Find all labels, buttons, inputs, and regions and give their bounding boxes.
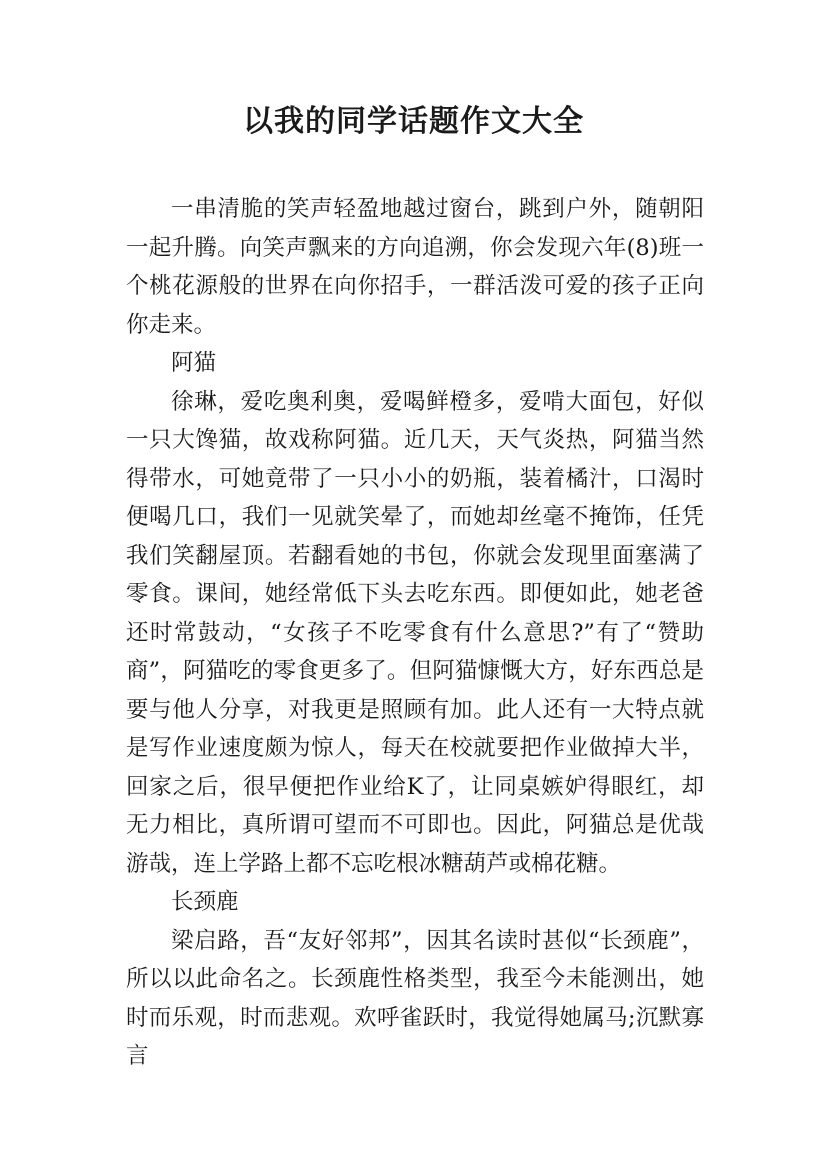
section-heading-a-mao: 阿猫 <box>171 350 217 376</box>
section-heading-chang-jing-lu: 长颈鹿 <box>171 889 239 915</box>
document-title: 以我的同学话题作文大全 <box>243 104 584 139</box>
intro-paragraph: 一串清脆的笑声轻盈地越过窗台，跳到户外，随朝阳一起升腾。向笑声飘来的方向追溯，你会发现六年(8)班一个桃花源般的世界在向你招手，一群活泼可爱的孩子正向你走来。 <box>126 196 704 338</box>
a-mao-paragraph: 徐琳，爱吃奥利奥，爱喝鲜橙多，爱啃大面包，好似一只大馋猫，故戏称阿猫。近几天，天气炎热，阿猫当然得带水，可她竟带了一只小小的奶瓶，装着橘汁，口渴时便喝几口，我们一见就笑晕了，而她却丝毫不掩饰，任凭我们笑翻屋顶。若翻看她的书包，你就会发现里面塞满了零食。课间，她经常低下头去吃东西。即便如此，她老爸还时常鼓动，“女孩子不吃零食有什么意思?”有了“赞助商”，阿猫吃的零食更多了。但阿猫慷慨大方，好东西总是要与他人分享，对我更是照顾有加。此人还有一大特点就是写作业速度颇为惊人，每天在校就要把作业做掉大半，回家之后，很早便把作业给K了，让同桌嫉妒得眼红，却无力相比，真所谓可望而不可即也。因此，阿猫总是优哉游哉，连上学路上都不忘吃根冰糖葫芦或棉花糖。 <box>126 388 704 877</box>
document-body <box>126 190 704 1076</box>
chang-jing-lu-paragraph: 梁启路，吾“友好邻邦”，因其名读时甚似“长颈鹿”，所以以此命名之。长颈鹿性格类型，我至今未能测出，她时而乐观，时而悲观。欢呼雀跃时，我觉得她属马;沉默寡言 <box>126 927 704 1069</box>
